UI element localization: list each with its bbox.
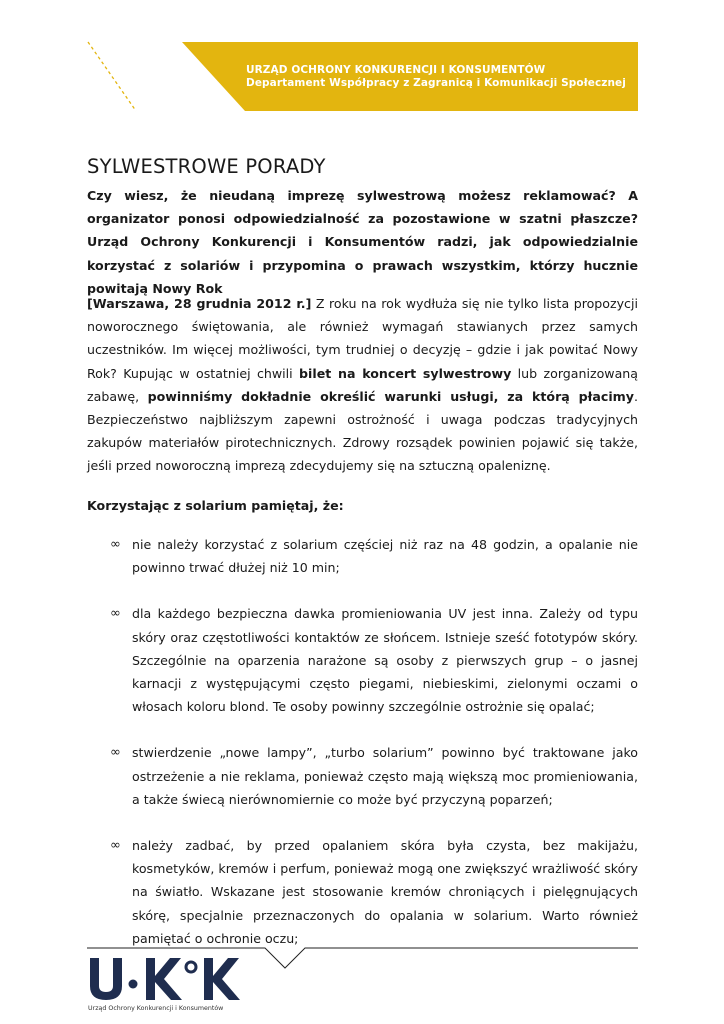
uokik-logo bbox=[88, 954, 248, 1010]
infinity-bullet-icon: ∞ bbox=[110, 537, 121, 552]
body-bold-2: powinniśmy dokładnie określić warunki usługi, za którą płacimy bbox=[147, 388, 634, 404]
infinity-bullet-icon: ∞ bbox=[110, 745, 121, 761]
body-text-3: . Bezpieczeństwo najbliższym zapewni ostrożność i uwaga podczas tradycyjnych zakupów materiałów pirotechnicznych. Zdrowy rozsądek powinien pojawić się także, jeśli przed noworoczną imprezą zdecydujemy się na sztuczną opaleniznę. bbox=[87, 388, 638, 474]
header-org: URZĄD OCHRONY KONKURENCJI I KONSUMENTÓW bbox=[246, 64, 546, 76]
list-item bbox=[110, 602, 638, 718]
list-item-text: stwierdzenie „nowe lampy”, „turbo solarium” powinno być traktowane jako ostrzeżenie a nie reklama, ponieważ często mają większą moc promieniowania, a także świecą nierównomiernie co może być przyczyną poparzeń; bbox=[132, 745, 638, 807]
infinity-bullet-icon: ∞ bbox=[110, 838, 121, 854]
page-title: SYLWESTROWE PORADY bbox=[87, 155, 326, 179]
lead-paragraph: Czy wiesz, że nieudaną imprezę sylwestrową możesz reklamować? A organizator ponosi odpowiedzialność za pozostawione w szatni płaszcze? Urząd Ochrony Konkurencji i Konsumentów radzi, jak odpowiedzialnie korzystać z solariów i przypomina o prawach wszystkim, którzy hucznie powitają Nowy Rok bbox=[87, 188, 638, 296]
header-dept: Departament Współpracy z Zagranicą i Komunikacji Społecznej bbox=[246, 77, 626, 89]
infinity-bullet-icon: ∞ bbox=[110, 606, 121, 622]
body-paragraph bbox=[87, 292, 638, 478]
list-item bbox=[110, 741, 638, 811]
list-item-text: należy zadbać, by przed opalaniem skóra była czysta, bez makijażu, kosmetyków, kremów i perfum, ponieważ mogą one zwiększyć wrażliwość skóry na światło. Wskazane jest stosowanie kremów chroniących i pielęgnujących skórę, specjalnie przeznaczonych do opalania w solarium. Warto również pamiętać o ochronie oczu; bbox=[132, 838, 638, 946]
body-bold-1: bilet na koncert sylwestrowy bbox=[299, 365, 512, 381]
logo-caption: Urząd Ochrony Konkurencji i Konsumentów bbox=[88, 1005, 224, 1012]
list-item bbox=[110, 533, 638, 579]
tips-list bbox=[110, 533, 638, 973]
list-heading: Korzystając z solarium pamiętaj, że: bbox=[87, 498, 344, 513]
header-text bbox=[246, 64, 626, 90]
list-item-text: dla każdego bezpieczna dawka promieniowania UV jest inna. Zależy od typu skóry oraz częstotliwości kontaktów ze słońcem. Istnieje sześć fototypów skóry. Szczególnie na oparzenia narażone są osoby z pierwszych grup – o jasnej karnacji z występującymi często piegami, niebieskimi, zielonymi oczami o włosach koloru blond. Te osoby powinny szczególnie ostrożnie się opalać; bbox=[132, 606, 638, 715]
dateline: [Warszawa, 28 grudnia 2012 r.] bbox=[87, 296, 312, 311]
header-banner bbox=[0, 0, 724, 120]
list-item bbox=[110, 834, 638, 950]
body-text-1: Z roku na rok wydłuża się nie tylko lista propozycji noworocznego świętowania, ale również wymagań stawianych przez samych uczestników. Im więcej możliwości, tym trudniej o decyzję – gdzie i jak powitać Nowy Rok? Kupując w ostatniej chwili bbox=[87, 296, 638, 381]
body-text-2: lub zorganizowaną zabawę, bbox=[87, 365, 639, 404]
list-item-text: nie należy korzystać z solarium częściej niż raz na 48 godzin, a opalanie nie powinno trwać dłużej niż 10 min; bbox=[132, 537, 638, 576]
